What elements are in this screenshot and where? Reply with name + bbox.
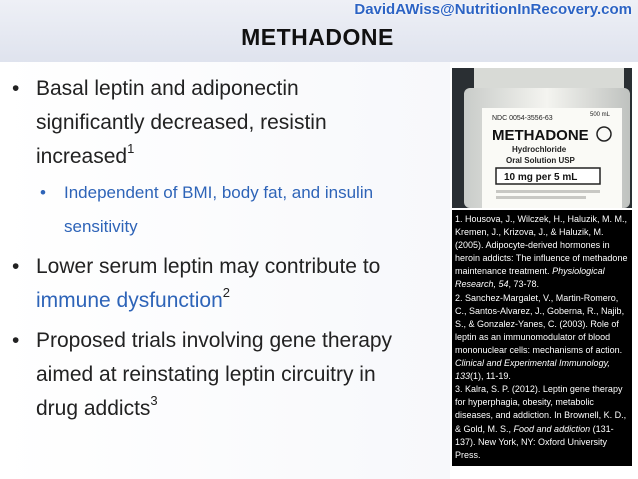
sub-bullet-item [10, 176, 445, 244]
bullet-item-1 [10, 72, 445, 174]
bullet-3-line-2: aimed at reinstating leptin circuitry in [36, 363, 376, 386]
bullet-3-line-1: Proposed trials involving gene therapy [36, 329, 393, 352]
references-box [452, 210, 632, 466]
reference-2 [455, 292, 629, 384]
bullet-item-3 [10, 324, 445, 426]
watermark-email: DavidAWiss@NutritionInRecovery.com [354, 1, 632, 18]
label-brand: METHADONE [492, 127, 589, 144]
bullet-1-line-1: Basal leptin and adiponectin [36, 77, 299, 100]
reference-3 [455, 383, 629, 462]
label-dose: 10 mg per 5 mL [504, 172, 578, 183]
reference-3-text: 3. Kalra, S. P. (2012). Leptin gene therapy for hyperphagia, obesity, metabolic diseases, and addiction. In Brownell, K. D., & Gold, M. S., [455, 384, 627, 434]
label-line-1: Hydrochloride [512, 145, 567, 154]
bullet-1-line-2: significantly decreased, resistin [36, 111, 327, 134]
citation-superscript-2: 2 [222, 285, 230, 300]
reference-1-journal: Physiological Research, 54 [455, 266, 605, 290]
reference-2-pages: (1), 11-19. [470, 371, 511, 382]
reference-2-journal: Clinical and Experimental Immunology, 133 [455, 358, 610, 382]
bottle-illustration [452, 68, 632, 208]
reference-1 [455, 213, 629, 292]
label-fineprint-line [496, 196, 586, 199]
bullet-2-highlight: immune dysfunction [36, 289, 223, 312]
reference-1-text: 1. Housova, J., Wilczek, H., Haluzik, M. M., Kremen, J., Krizova, J., & Haluzik, M. (2005). Adipocyte-derived hormones in heroin addicts: The influence of methadone maintenance treatment. [455, 214, 628, 277]
bullet-item-2 [10, 250, 445, 318]
citation-superscript-1: 1 [127, 141, 135, 156]
methadone-bottle-photo [452, 68, 632, 208]
bullet-dot-icon: • [12, 329, 20, 352]
citation-superscript-3: 3 [150, 393, 158, 408]
bullet-dot-icon: • [12, 77, 20, 100]
label-fineprint-line [496, 190, 600, 193]
slide-title: METHADONE [241, 24, 394, 50]
reference-1-pages: , 73-78. [508, 279, 540, 290]
reference-2-text: 2. Sanchez-Margalet, V., Martin-Romero, C., Santos-Alvarez, J., Goberna, R., Najib, S., & Gonzalez-Yanes, C. (2003). Role of leptin as an immunomodulator of blood mononuclear cells: mechanisms of action. [455, 292, 625, 355]
bullet-2-line-1: Lower serum leptin may contribute to [36, 255, 381, 278]
reference-3-book: Food and addiction [513, 423, 591, 434]
sub-bullet-text: Independent of BMI, body fat, and insulin sensitivity [64, 183, 374, 236]
label-line-2: Oral Solution USP [506, 156, 575, 165]
label-ndc: NDC 0054-3556-63 [492, 115, 553, 122]
bullet-dot-icon: • [12, 255, 20, 278]
reference-3-publisher: (131-137). New York, NY: Oxford University Press. [455, 423, 614, 460]
sub-bullet-dot-icon: • [40, 183, 46, 202]
label-volume: 500 mL [590, 112, 611, 118]
bullet-1-line-3: increased [36, 145, 128, 168]
bullet-3-line-3: drug addicts [36, 397, 151, 420]
bullet-list [10, 72, 445, 432]
